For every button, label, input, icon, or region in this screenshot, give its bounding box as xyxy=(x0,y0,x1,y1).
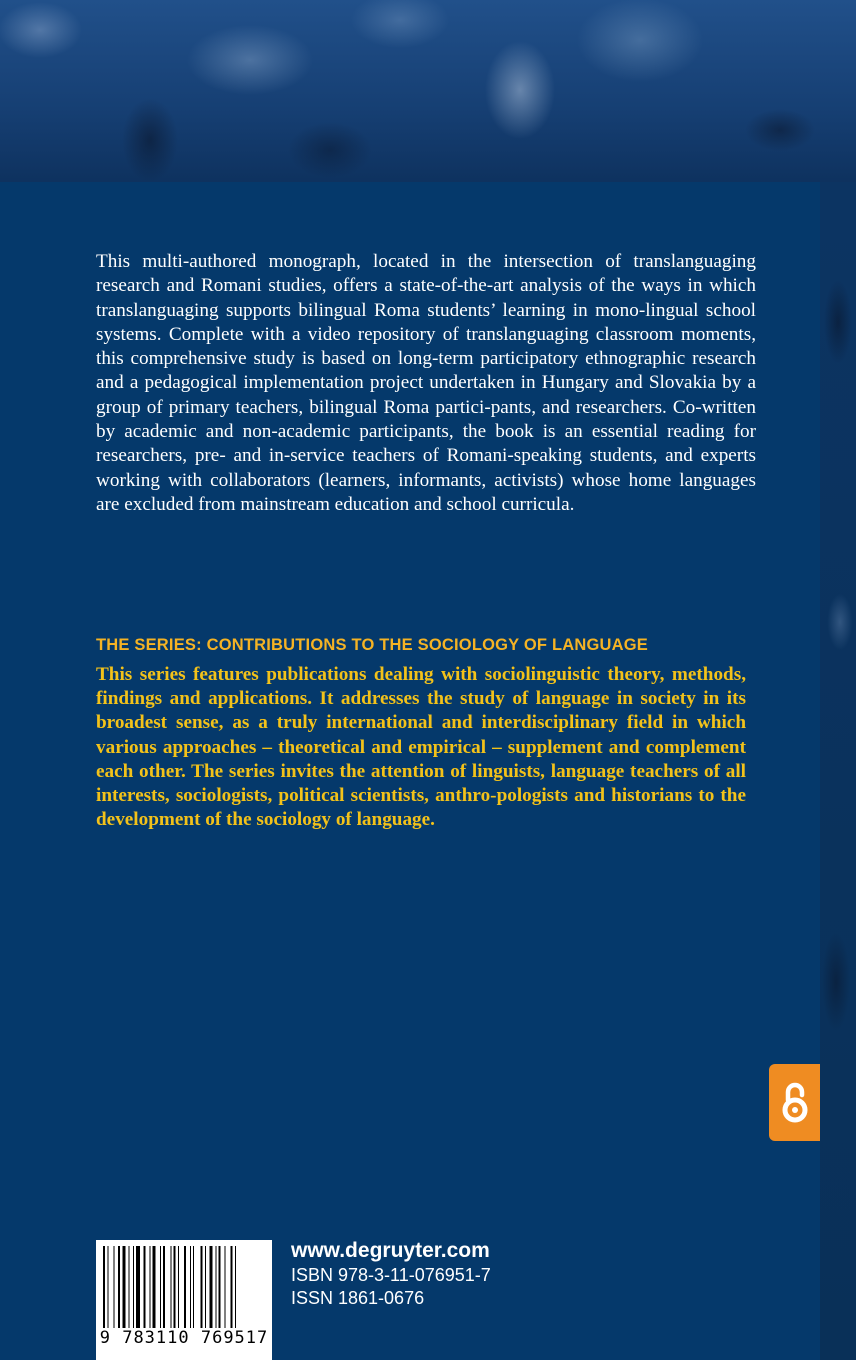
book-description: This multi-authored monograph, located in the intersection of translanguaging research and Romani studies, offers a state-of-the-art analysis of the ways in which translanguaging supports bilingual Roma students’ learning in mono-lingual school systems. Complete with a video repository of translanguaging classroom moments, this comprehensive study is based on long-term participatory ethnographic research and a pedagogical implementation project undertaken in Hungary and Slovakia by a group of primary teachers, bilingual Roma partici-pants, and researchers. Co-written by academic and non-academic participants, the book is an essential reading for researchers, pre- and in-service teachers of Romani-speaking students, and experts working with collaborators (learners, informants, activists) whose home languages are excluded from mainstream education and school curricula. xyxy=(96,251,756,515)
barcode-digits: 9 783110 769517 xyxy=(99,1328,269,1348)
publisher-website: www.degruyter.com xyxy=(291,1239,490,1262)
barcode-bars xyxy=(103,1246,265,1328)
isbn-number: ISBN 978-3-11-076951-7 xyxy=(291,1265,491,1285)
series-heading: THE SERIES: CONTRIBUTIONS TO THE SOCIOLOGY OF LANGUAGE xyxy=(96,636,648,654)
series-description: This series features publications dealing with sociolinguistic theory, methods, findings and applications. It addresses the study of language in society in its broadest sense, as a truly international and interdisciplinary field in which various approaches – theoretical and empirical – supplement and complement each other. The series invites the attention of linguists, language teachers of all interests, sociologists, political scientists, anthro-pologists and historians to the development of the sociology of language. xyxy=(96,664,746,831)
issn-number: ISSN 1861-0676 xyxy=(291,1288,425,1308)
publisher-info xyxy=(291,1238,491,1310)
open-access-icon xyxy=(780,1080,810,1126)
cover-photo xyxy=(0,0,856,182)
open-access-badge xyxy=(769,1064,820,1141)
isbn-barcode xyxy=(96,1240,272,1360)
cover-photo-edge xyxy=(820,182,856,1360)
